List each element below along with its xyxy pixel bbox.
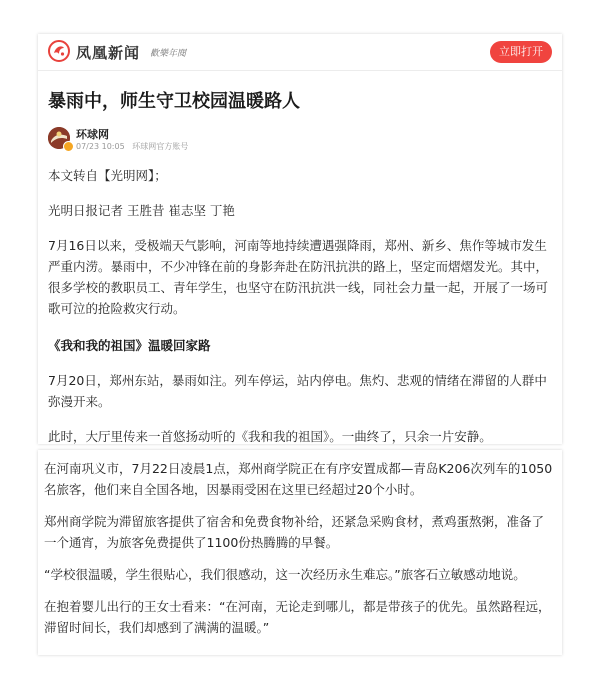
open-app-button[interactable]: 立即打开 bbox=[490, 41, 552, 63]
author-name[interactable]: 环球网 bbox=[76, 128, 109, 141]
publish-date: 07/23 10:05 bbox=[76, 142, 125, 151]
phoenix-logo-icon bbox=[48, 40, 70, 62]
article-paragraph: 7月20日，郑州东站，暴雨如注。列车停运，站内停电。焦灼、悲观的情绪在滞留的人群中弥漫开来。 bbox=[48, 373, 547, 409]
article-paragraph: 光明日报记者 王胜昔 崔志坚 丁艳 bbox=[48, 203, 235, 218]
app-slogan: 歡樂年閱 bbox=[150, 49, 187, 59]
author-row bbox=[48, 125, 552, 165]
article-paragraph: 7月16日以来，受极端天气影响，河南等地持续遭遇强降雨，郑州、新乡、焦作等城市发生严重内涝。暴雨中，不少冲锋在前的身影奔赴在防汛抗洪的路上，坚定而熠熠发光。其中，很多学校的教职员工、青年学生，也坚守在防汛抗洪一线，同社会力量一起，开展了一场可歌可泣的抢险救灾行动。 bbox=[48, 238, 549, 316]
article-subheading: 《我和我的祖国》温暖回家路 bbox=[48, 338, 211, 353]
article-paragraph: “学校很温暖，学生很贴心，我们很感动，这一次经历永生难忘。”旅客石立敏感动地说。 bbox=[44, 567, 526, 582]
article-card-top bbox=[38, 34, 562, 444]
app-header bbox=[38, 34, 562, 71]
article-paragraph: 在抱着婴儿出行的王女士看来：“在河南，无论走到哪儿，都是带孩子的优先。虽然路程远，滞留时间长，我们却感到了满满的温暖。” bbox=[44, 599, 551, 635]
article-card-bottom bbox=[38, 450, 562, 655]
article-paragraph: 郑州商学院为滞留旅客提供了宿舍和免费食物补给，还紧急采购食材，煮鸡蛋熬粥，准备了一个通宵，为旅客免费提供了1100份热腾腾的早餐。 bbox=[44, 514, 545, 550]
verified-badge-icon bbox=[63, 141, 74, 152]
article-continued bbox=[38, 450, 562, 638]
article-title: 暴雨中，师生守卫校园温暖路人 bbox=[48, 91, 300, 112]
article-paragraph: 本文转自【光明网】； bbox=[48, 168, 167, 183]
app-logo-text: 凤凰新闻 bbox=[76, 44, 141, 62]
article-paragraph: 此时，大厅里传来一首悠扬动听的《我和我的祖国》。一曲终了，只余一片安静。 bbox=[48, 429, 492, 444]
author-account: 环球网官方账号 bbox=[132, 142, 189, 151]
article-paragraph: 在河南巩义市，7月22日凌晨1点，郑州商学院正在有序安置成都—青岛K206次列车的1050名旅客，他们来自全国各地，因暴雨受困在这里已经超过20个小时。 bbox=[44, 461, 553, 497]
article-body bbox=[38, 89, 562, 444]
author-meta bbox=[76, 141, 188, 152]
